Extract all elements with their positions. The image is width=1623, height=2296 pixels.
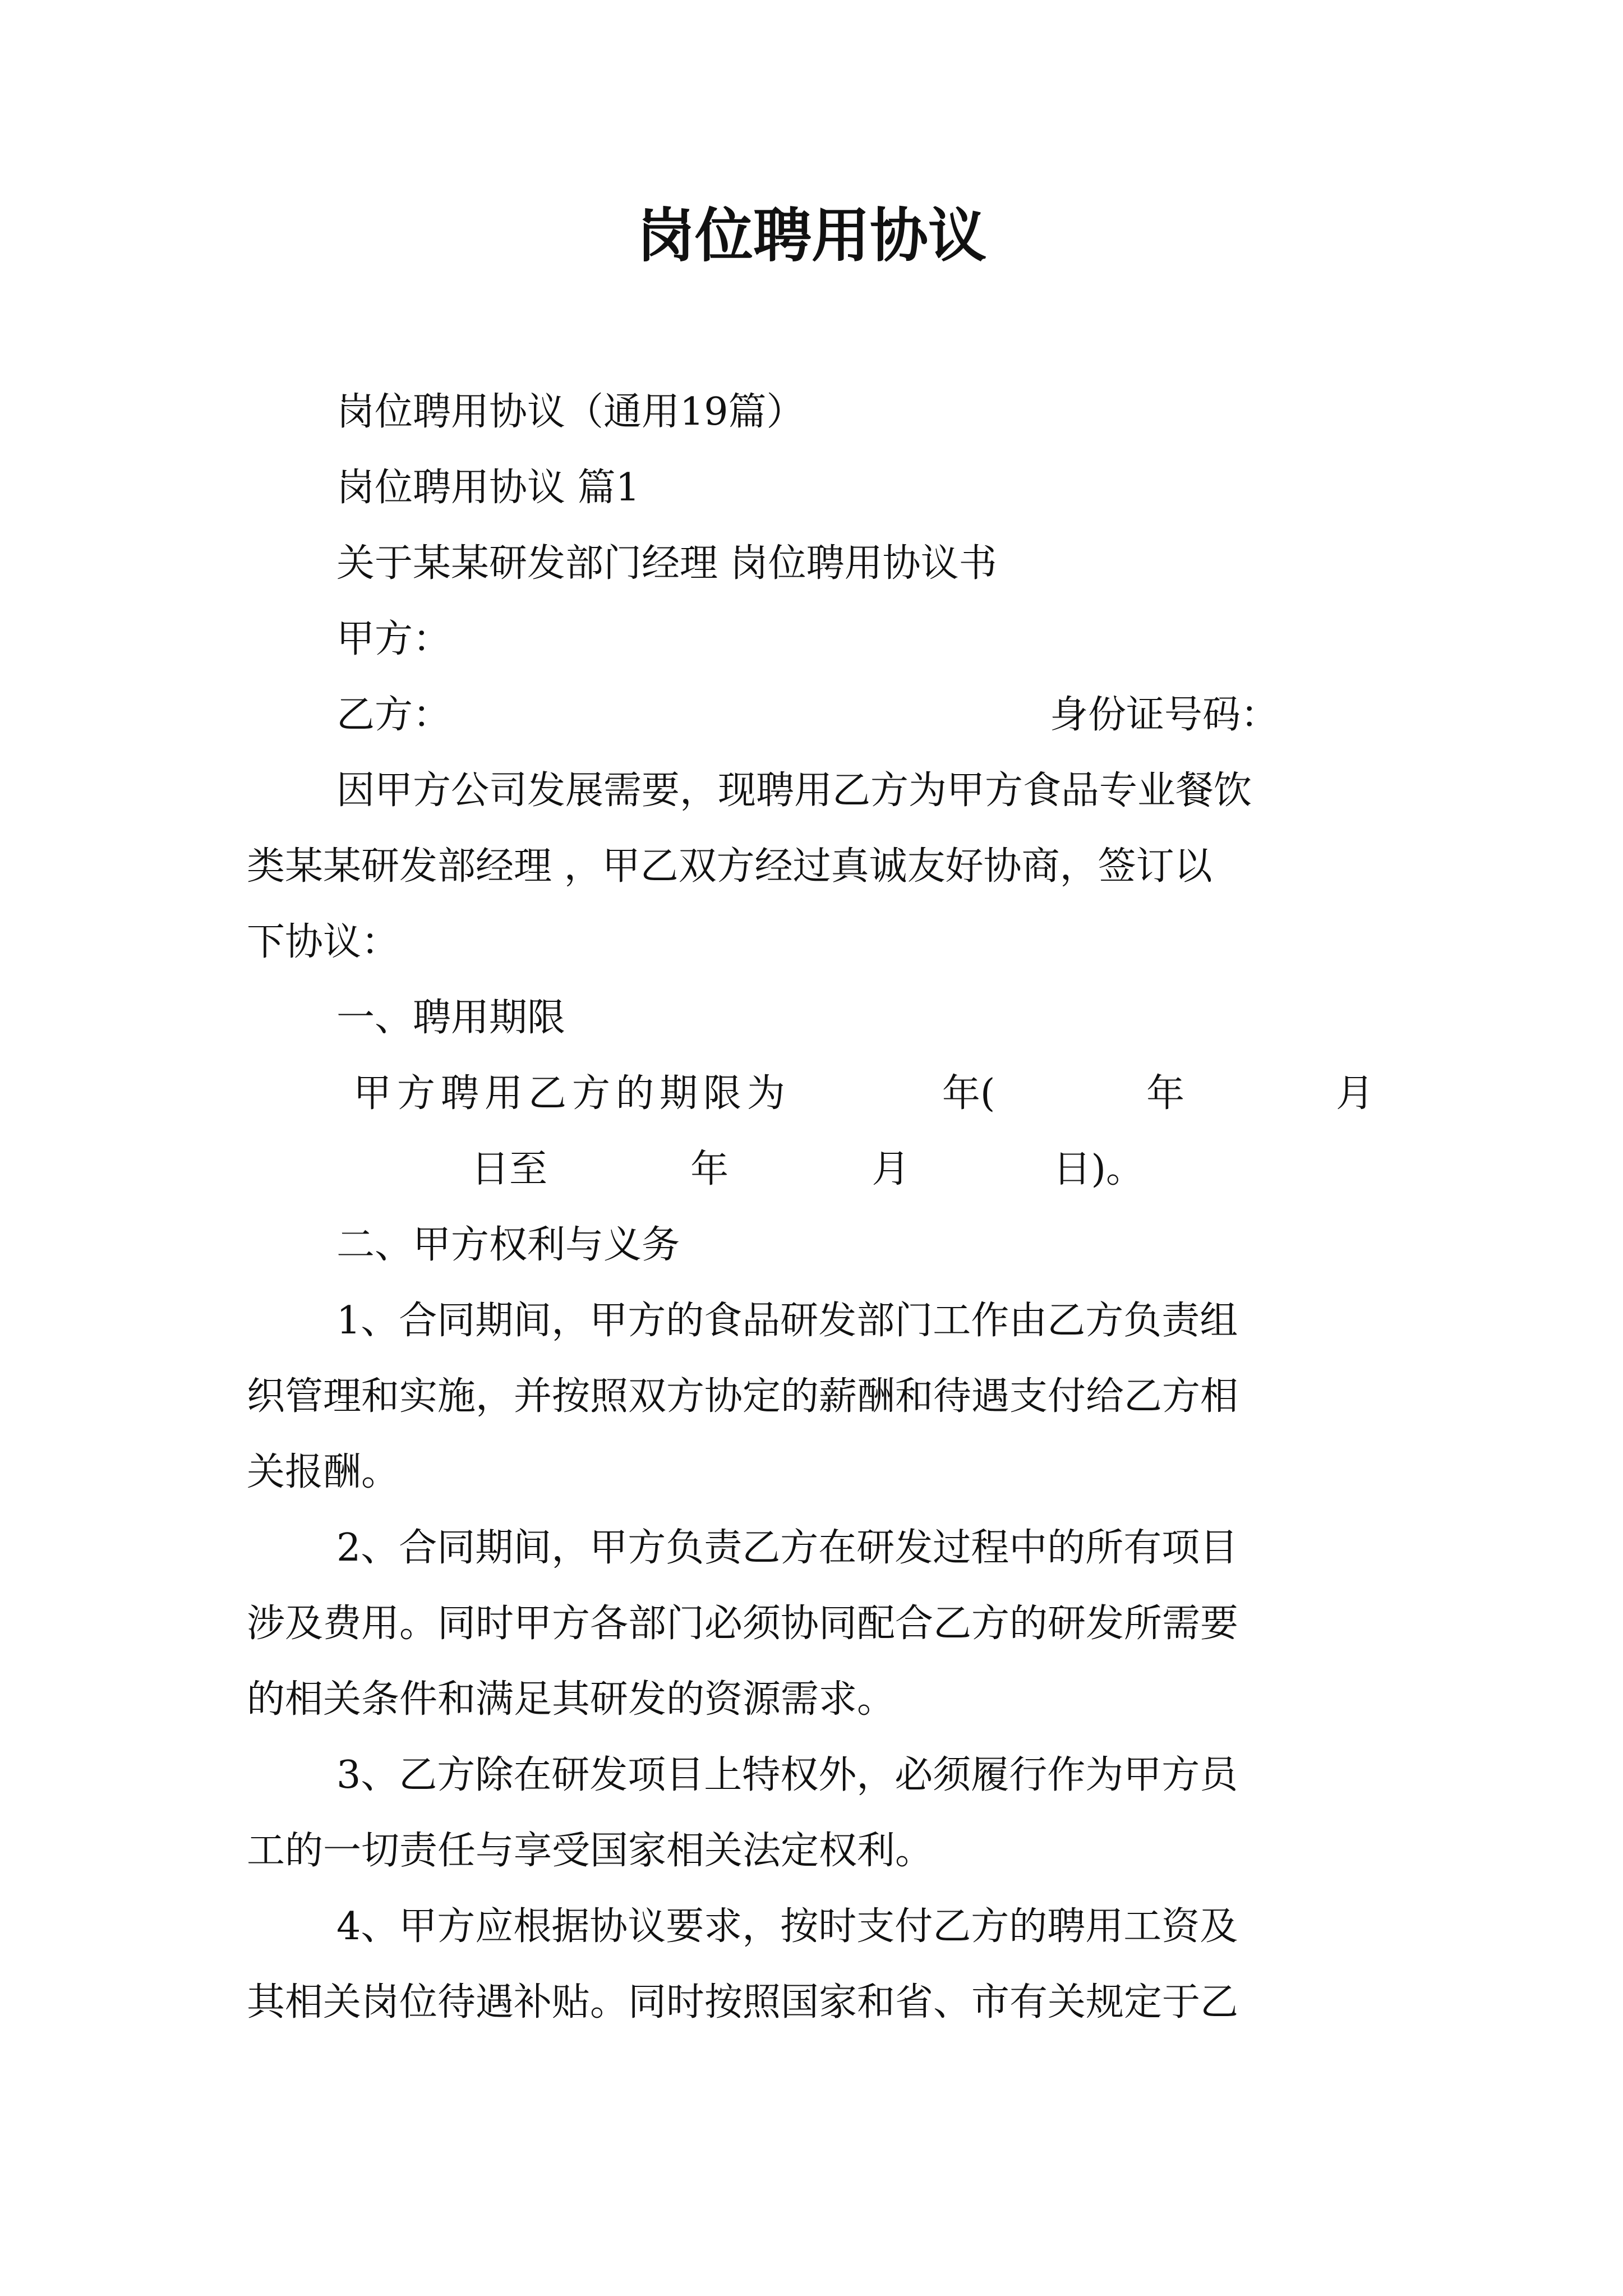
intro-line: 类某某研发部经理 ，甲乙双方经过真诚友好协商，签订以 (247, 844, 1212, 889)
intro-line: 因甲方公司发展需要，现聘用乙方为甲方食品专业餐饮 (336, 769, 1252, 813)
item-4-line: 其相关岗位待遇补贴。同时按照国家和省、市有关规定于乙 (247, 1980, 1239, 2024)
period-month: 月 (1335, 1071, 1374, 1116)
item-1-line: 1、合同期间，甲方的食品研发部门工作由乙方负责组 (336, 1299, 1238, 1343)
section-heading: 岗位聘用协议 篇1 (336, 466, 640, 510)
item-1-line: 关报酬。 (247, 1450, 400, 1494)
item-2-line: 涉及费用。同时甲方各部门必须协同配合乙方的研发所需要 (247, 1602, 1239, 1646)
period-line-2 (471, 1142, 1144, 1198)
item-4-line: 4、甲方应根据协议要求，按时支付乙方的聘用工资及 (336, 1904, 1238, 1949)
item-2-line: 的相关条件和满足其研发的资源需求。 (247, 1677, 896, 1722)
agreement-name: 关于某某研发部门经理 岗位聘用协议书 (336, 541, 997, 586)
party-b-label: 乙方： (336, 693, 451, 737)
period-day-close: 日)。 (1053, 1147, 1144, 1191)
clause-2-heading: 二、甲方权利与义务 (336, 1223, 680, 1267)
period-text: 甲方聘用乙方的期限为 (353, 1071, 791, 1116)
clause-1-heading: 一、聘用期限 (336, 996, 566, 1040)
document-subtitle: 岗位聘用协议（通用19篇） (336, 390, 805, 434)
party-b-row (336, 687, 1391, 743)
item-3-line: 3、乙方除在研发项目上特权外，必须履行作为甲方员 (336, 1753, 1238, 1797)
period-day-to: 日至 (471, 1147, 548, 1191)
item-2-line: 2、合同期间，甲方负责乙方在研发过程中的所有项目 (336, 1526, 1238, 1570)
period-year: 年 (690, 1147, 729, 1191)
period-year-open: 年( (942, 1071, 995, 1116)
period-year: 年 (1146, 1071, 1185, 1116)
id-number-label: 身份证号码： (1049, 693, 1279, 737)
document-title: 岗位聘用协议 (636, 201, 986, 270)
period-month: 月 (872, 1147, 910, 1191)
party-a-label: 甲方： (336, 617, 451, 661)
period-line-1 (353, 1066, 1374, 1122)
item-3-line: 工的一切责任与享受国家相关法定权利。 (247, 1829, 934, 1873)
item-1-line: 织管理和实施，并按照双方协定的薪酬和待遇支付给乙方相 (247, 1374, 1239, 1419)
intro-line: 下协议： (247, 920, 400, 964)
